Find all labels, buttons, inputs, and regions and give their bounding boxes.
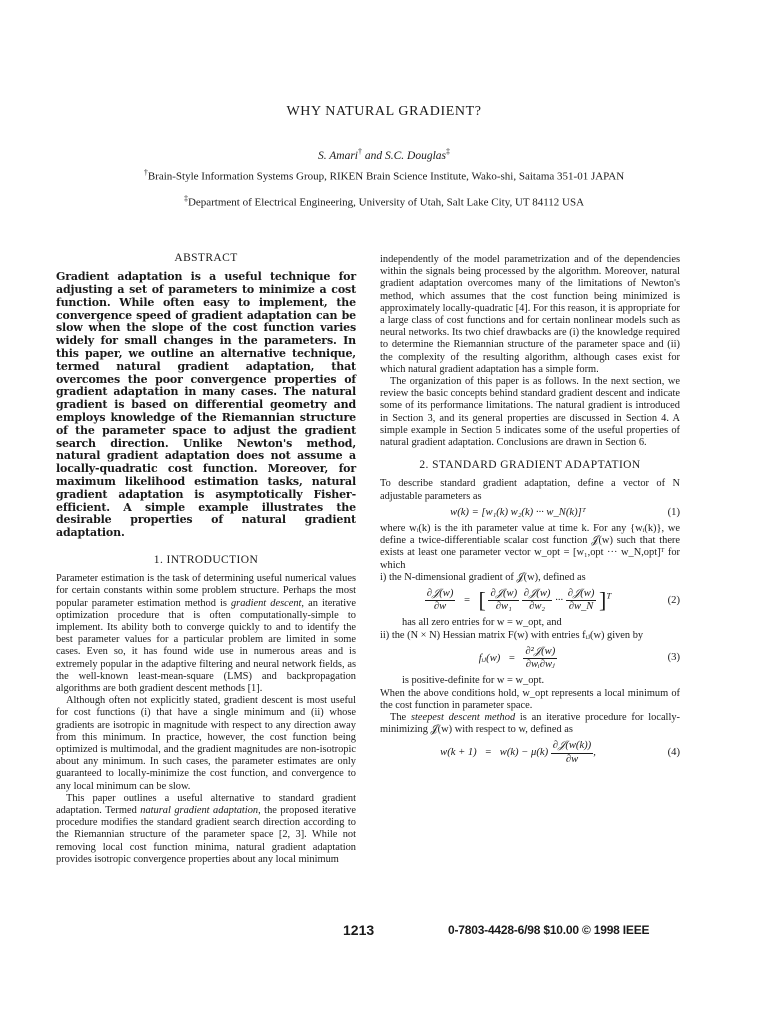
intro-paragraph-1 — [56, 573, 356, 695]
eq4-num: ∂𝒥(w(k)) — [551, 740, 593, 753]
s2-p4-a: The — [390, 711, 411, 723]
eq3-num: ∂²𝒥(w) — [523, 646, 557, 659]
left-column — [56, 250, 356, 866]
eq3-den: ∂wᵢ∂wⱼ — [525, 659, 555, 671]
section2-paragraph-4 — [380, 712, 680, 736]
affil1-text: Brain-Style Information Systems Group, RIKEN Brain Science Institute, Wako-shi, Saitama 351-01 JAPAN — [147, 170, 625, 183]
right-paragraph-2: The organization of this paper is as follows. In the next section, we review the basic concepts behind standard gradient descent and indicate some of its performance limitations. The natural gradient is introduced in Section 3, and its general properties are discussed in Section 4. A simple example in Section 5 indicates some of the useful properties of natural gradient adaptation. Conclusions are drawn in Section 6. — [380, 376, 680, 449]
right-paragraph-1: independently of the model parametrization and of the dependencies within the signals being processed by the algorithm. Moreover, natural gradient adaptation overcomes many of the limitations of Newton's method, which assumes that the cost function being minimized is approximately locally-quadratic [4]. For this reason, it is appropriate for a large class of cost functions and for certain nonlinear models such as neural networks. Its two chief drawbacks are (i) the knowledge required to determine the Riemannian structure of the parameter space and (ii) the complexity of the resulting algorithm, although cases exist for which natural gradient adaptation has a simple form. — [380, 254, 680, 375]
authors — [0, 147, 768, 162]
affil2-mark: ‡ — [183, 194, 188, 203]
affiliation-riken — [0, 168, 768, 183]
eq2-equals: = — [463, 595, 471, 607]
eq4-lhs: w(k + 1) — [440, 747, 477, 759]
equation-3-number: (3) — [667, 652, 680, 664]
eq2-t3-num: ∂𝒥(w) — [566, 588, 597, 601]
author-amari: S. Amari — [317, 149, 358, 162]
eq4-comma: , — [593, 747, 596, 759]
intro-p3-a: This paper outlines a useful alternative to standard gradient adaptation. Termed — [56, 792, 356, 816]
section2-paragraph-1: To describe standard gradient adaptation, define a vector of N adjustable parameters as — [380, 478, 680, 502]
eq2-term1 — [488, 588, 519, 613]
affil1-mark: † — [143, 168, 148, 177]
section2-paragraph-3: When the above conditions hold, w_opt represents a local minimum of the cost function in parameter space. — [380, 687, 680, 711]
section2-heading: 2. STANDARD GRADIENT ADAPTATION — [419, 459, 641, 472]
equation-4-body — [380, 740, 656, 765]
intro-p1-em: gradient descent — [230, 597, 302, 609]
authors-and: and — [362, 149, 385, 162]
eq3-lhs: fᵢⱼ(w) — [478, 653, 501, 665]
affiliation-utah — [0, 194, 768, 209]
equation-1-body: w(k) = [w₁(k) w₂(k) ··· w_N(k)]ᵀ — [450, 506, 586, 518]
eq2-lbracket: [ — [478, 587, 486, 613]
intro-p3-em: natural gradient adaptation — [140, 805, 259, 816]
intro-p1-a: Parameter estimation is the task of determining useful numerical values for certain constants within some problem structure. Perhaps the most popular parameter estimation method is — [56, 573, 356, 609]
eq2-lhs — [425, 588, 456, 613]
eq2-lhs-den: ∂w — [433, 601, 447, 613]
eq2-t2-num: ∂𝒥(w) — [522, 588, 553, 601]
equation-2-body — [380, 588, 656, 613]
eq4-frac — [551, 740, 593, 765]
s2-p4-b: is an iterative procedure for locally-minimizing 𝒥(w) with respect to w, defined as — [380, 711, 680, 736]
s2-p4-em: steepest descent method — [410, 711, 516, 723]
section2-paragraph-2: where wᵢ(k) is the ith parameter value at time k. For any {wᵢ(k)}, we define a twice-differentiable scalar cost function 𝒥(w) such that there exists at least one parameter vector w_opt = [w₁,opt ··· w_N,opt]ᵀ for which — [380, 523, 680, 571]
condition-i-continued: has all zero entries for w = w_opt, and — [402, 617, 562, 629]
condition-ii-continued: is positive-definite for w = w_opt. — [402, 675, 545, 687]
intro-heading: 1. INTRODUCTION — [153, 553, 259, 566]
eq4-rhs: w(k) − μ(k) — [499, 747, 549, 759]
eq2-t1-num: ∂𝒥(w) — [488, 588, 519, 601]
intro-paragraph-2: Although often not explicitly stated, gradient descent is most useful for cost functions (i) that have a single minimum and (ii) whose gradients are isotropic in magnitude with respect to any direction away from this minimum. In practice, however, the cost function being optimized is multimodal, and the gradient magnitudes are non-isotropic about any minimum. In such cases, the parameter estimates are only guaranteed to locally-minimize the cost function, and convergence to any local minimum can be slow. — [56, 695, 356, 792]
eq3-frac — [523, 646, 557, 671]
equation-2-number: (2) — [667, 594, 680, 606]
eq2-lhs-num: ∂𝒥(w) — [425, 588, 456, 601]
equation-1 — [380, 507, 680, 519]
equation-4 — [380, 740, 680, 765]
author-douglas: S.C. Douglas — [385, 149, 447, 162]
dagger-mark: † — [358, 147, 362, 156]
abstract-text: Gradient adaptation is a useful technique for adjusting a set of parameters to minimize a cost function. While often easy to implement, the convergence speed of gradient adaptation can be slow when the slope of the cost function varies widely for small changes in the parameters. In this paper, we outline an alternative technique, termed natural gradient adaptation, that overcomes the poor convergence properties of gradient adaptation in many cases. The natural gradient is based on differential geometry and employs knowledge of the Riemannian structure of the parameter space to adjust the gradient search direction. Unlike Newton's method, natural gradient adaptation does not assume a locally-quadratic cost function. Moreover, for maximum likelihood estimation tasks, natural gradient adaptation is asymptotically Fisher-efficient. A simple example illustrates the desirable properties of natural gradient adaptation. — [56, 270, 356, 540]
page-number: 1213 — [343, 922, 375, 938]
eq2-rbracket: ] — [599, 587, 607, 613]
eq2-t3-den: ∂w_N — [568, 601, 594, 613]
eq2-t2-den: ∂w₂ — [529, 601, 546, 613]
right-column — [380, 254, 680, 770]
equation-2 — [380, 588, 680, 613]
intro-paragraph-3 — [56, 793, 356, 866]
eq2-t1-den: ∂w₁ — [495, 601, 512, 613]
double-dagger-mark: ‡ — [446, 147, 451, 156]
eq2-dots: ··· — [555, 595, 564, 607]
equation-3 — [380, 646, 680, 671]
condition-i: i) the N-dimensional gradient of 𝒥(w), defined as — [380, 571, 586, 583]
eq2-transpose: T — [606, 590, 612, 601]
equation-1-number: (1) — [667, 506, 680, 518]
abstract-heading: ABSTRACT — [174, 252, 238, 264]
equation-4-number: (4) — [667, 746, 680, 758]
eq2-term3 — [566, 588, 597, 613]
eq3-equals: = — [508, 653, 516, 665]
affil2-text: Department of Electrical Engineering, University of Utah, Salt Lake City, UT 84112 USA — [187, 196, 585, 209]
equation-3-body — [380, 646, 656, 671]
eq2-term2 — [522, 588, 553, 613]
paper-title: WHY NATURAL GRADIENT? — [286, 104, 482, 119]
intro-p3-b: , the proposed iterative procedure modifies the standard gradient search direction according to the Riemannian structure of the parameter space [2, 3]. While not removing local cost function minima, natural gradient adaptation provides isotropic convergence properties about any local minimum — [56, 805, 356, 865]
ieee-copyright: 0-7803-4428-6/98 $10.00 © 1998 IEEE — [448, 923, 650, 937]
eq4-equals: = — [484, 747, 492, 759]
condition-ii: ii) the (N × N) Hessian matrix F(w) with entries fᵢⱼ(w) given by — [380, 629, 644, 641]
intro-p1-b: , an iterative optimization procedure that is often computationally-simple to implement. Its ability both to converge quickly to and to identify the best parameter values for a particular problem are limited in some cases. Even so, it has found wide use in numerous areas and is extremely popular in the adaptive filtering and neural network fields, as the well-known least-mean-square (LMS) and backpropagation algorithms are both gradient descent methods [1]. — [56, 597, 356, 694]
eq4-den: ∂w — [565, 753, 579, 765]
